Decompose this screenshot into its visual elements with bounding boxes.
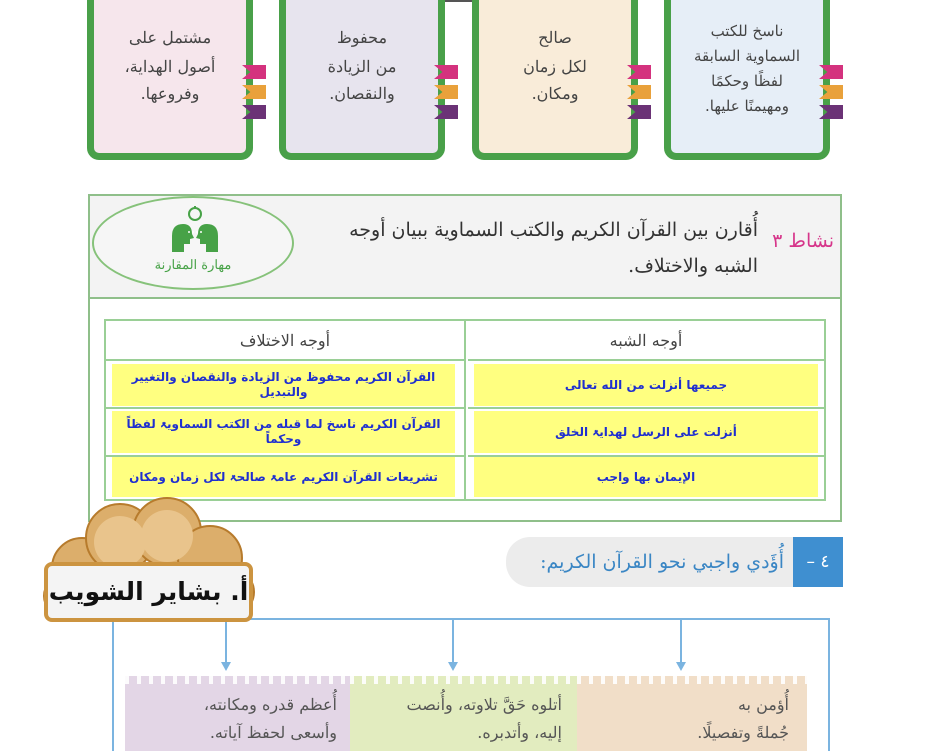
card-line: ناسخ للكتب [710,22,784,40]
card-line: من الزيادة [327,57,397,76]
card-line: أصول الهداية، [124,57,216,76]
bookmark-flag-icon [627,105,651,119]
arrow-down-icon [221,662,231,671]
perforated-edge [577,676,807,684]
bookmark-flags [242,65,266,125]
note-line: إليه، وأتدبره. [477,723,562,742]
perforated-edge [125,676,355,684]
bookmark-flag-icon [819,85,843,99]
bookmark-flags [627,65,651,125]
differences-header: أوجه الاختلاف [106,321,464,361]
similarities-header: أوجه الشبه [468,321,824,361]
compare-heads-icon [168,206,222,254]
connector-line [452,618,454,666]
note-line: جُملةً وتفصيلًا. [697,723,789,742]
card-line: ومكان. [531,84,579,103]
bookmark-flag-icon [819,105,843,119]
skill-label: مهارة المقارنة [154,258,232,273]
section-number: ٤ – [793,537,843,587]
connector-line [680,618,682,666]
skill-badge [92,196,294,290]
answer-note[interactable]: القرآن الكريم محفوظ من الزيادة والنقصان والتغيير والتبديل [112,364,455,406]
card-line: ومهيمنًا عليها. [705,97,789,115]
bookmark-flags [819,65,843,125]
bookmark-flag-icon [627,65,651,79]
author-name: أ. بشاير الشويب [48,577,249,606]
section-title: أُؤَدي واجبي نحو القرآن الكريم: [540,551,784,573]
bookmark-flag-icon [242,105,266,119]
activity-label: نشاط ٣ [772,230,834,252]
card-preserved [279,0,445,160]
answer-note[interactable]: الإيمان بها واجب [474,457,818,497]
note-line: أُعظم قدره ومكانته، [203,695,337,714]
answer-note[interactable]: القرآن الكريم ناسخ لما قبله من الكتب السماويۃ لفظاً وحكماً [112,411,455,453]
card-line: لكل زمان [523,57,587,76]
card-suitable [472,0,638,160]
card-line: لفظًا وحكمًا [711,72,783,90]
bookmark-flag-icon [434,85,458,99]
bookmark-flag-icon [819,65,843,79]
arrow-down-icon [676,662,686,671]
bookmark-flags [434,65,458,125]
card-abrogating [664,0,830,160]
activity-header [90,196,840,299]
duty-note [350,676,580,751]
bookmark-flag-icon [627,85,651,99]
note-line: أتلوه حَقَّ تلاوته، وأُنصت [406,695,562,714]
activity-instruction: أُقارن بين القرآن الكريم والكتب السماوية ببيان أوجه الشبه والاختلاف. [349,219,758,277]
bookmark-flag-icon [242,65,266,79]
perforated-edge [350,676,580,684]
card-guidance [87,0,253,160]
bookmark-flag-icon [434,105,458,119]
note-line: وأسعى لحفظ آياته. [209,723,337,742]
card-line: السماوية السابقة [693,47,801,65]
card-line: صالح [538,28,572,47]
arrow-down-icon [448,662,458,671]
card-line: محفوظ [336,28,388,47]
card-line: مشتمل على [128,28,212,47]
card-line: والنقصان. [329,84,395,103]
bookmark-flag-icon [242,85,266,99]
duty-note [125,676,355,751]
note-line: أُؤمن به [737,695,789,714]
answer-note[interactable]: جميعها أنزلت من الله تعالى [474,364,818,406]
duty-note [577,676,807,751]
answer-note[interactable]: تشريعات القرآن الكريم عامۃ صالحۃ لكل زمان ومكان [112,457,455,497]
bookmark-flag-icon [434,65,458,79]
answer-note[interactable]: أنزلت على الرسل لهدايۃ الخلق [474,411,818,453]
card-line: وفروعها. [140,84,200,103]
